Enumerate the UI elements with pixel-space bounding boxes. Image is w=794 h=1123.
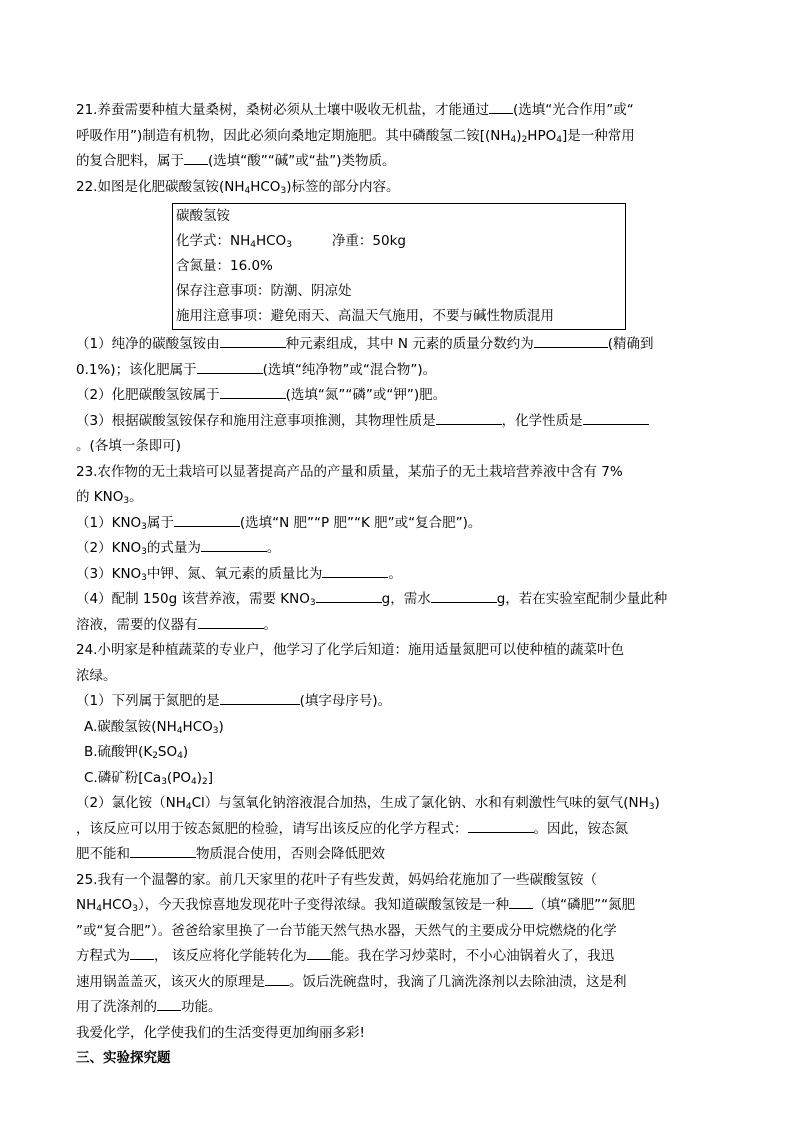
answer-blank[interactable] bbox=[583, 410, 649, 425]
answer-blank[interactable] bbox=[201, 537, 267, 552]
fertilizer-label bbox=[172, 203, 626, 330]
label-formula: 化学式：$NH_4HCO_3$ 净重：50kg bbox=[176, 233, 407, 250]
answer-blank[interactable] bbox=[534, 333, 608, 348]
label-usage: 施用注意事项：避免雨天、高温天气施用，不要与碱性物质混用 bbox=[176, 308, 554, 324]
document-body bbox=[76, 98, 721, 1072]
answer-blank[interactable] bbox=[157, 996, 181, 1011]
label-name: 碳酸氢铵 bbox=[176, 208, 230, 224]
answer-blank[interactable] bbox=[322, 563, 388, 578]
q24-part2-cont2: 肥不能和 物质混合使用，否则会降低肥效 bbox=[76, 842, 721, 868]
answer-blank[interactable] bbox=[307, 945, 331, 960]
q22-part2: （2）化肥碳酸氢铵属于 (选填“氮”“磷”或“钾”)肥。 bbox=[76, 383, 721, 409]
answer-blank[interactable] bbox=[265, 971, 289, 986]
q24-part2: （2）氯化铵$(NH_4Cl)$与氢氧化钠溶液混合加热，生成了氯化钠、水和有刺激性气味的氨气$(NH_3)$ bbox=[76, 795, 660, 812]
q23-part2: $(2)KNO_3$的式量为 。 bbox=[76, 536, 721, 562]
q22-part1-cont: 0.1%)；该化肥属于 (选填“纯净物”或“混合物”)。 bbox=[76, 358, 721, 384]
answer-blank[interactable] bbox=[436, 410, 502, 425]
q24-part2-cont: ，该反应可以用于铵态氮肥的检验，请写出该反应的化学方程式： 。因此，铵态氮 bbox=[76, 817, 721, 843]
q23-intro: 23.农作物的无土栽培可以显著提高产品的产量和质量，某茄子的无土栽培营养液中含有 7% bbox=[76, 463, 623, 480]
q25-line4: 方程式为 ， 该反应将化学能转化为 能。我在学习炒菜时，不小心油锅着火了，我迅 bbox=[76, 944, 721, 970]
q23-part4: （4）配制 150g 该营养液，需要 $KNO_3$ g，需水 g，若在实验室配制少量此种 bbox=[76, 587, 721, 613]
q24-option-b: B.硫酸钾$(K_2SO_4)$ bbox=[84, 744, 189, 761]
answer-blank[interactable] bbox=[130, 843, 196, 858]
q25-line1: 25.我有一个温馨的家。前几天家里的花叶子有些发黄，妈妈给花施加了一些碳酸氢铵（ bbox=[76, 871, 597, 888]
q25-line2: $NH_4HCO_3$），今天我惊喜地发现花叶子变得浓绿。我知道碳酸氢铵是一种 （填“磷肥”“氮肥 bbox=[76, 893, 721, 919]
q24-option-c: C.磷矿粉$[Ca_3(PO_4)_2]$ bbox=[84, 769, 213, 787]
answer-blank[interactable] bbox=[489, 99, 513, 114]
q23-intro-cont: 的 $KNO_3$。 bbox=[76, 489, 143, 506]
q22-part3: （3）根据碳酸氢铵保存和施用注意事项推测，其物理性质是 ，化学性质是 bbox=[76, 409, 721, 435]
q21-line1: 21.养蚕需要种植大量桑树，桑树必须从土壤中吸收无机盐，才能通过 (选填“光合作用”或“ bbox=[76, 98, 721, 124]
q24-part1: （1）下列属于氮肥的是 (填字母序号)。 bbox=[76, 689, 721, 715]
q23-part1: $(1)KNO_3$属于 (选填“N 肥”“P 肥”“K 肥”或“复合肥”)。 bbox=[76, 511, 721, 537]
q21-line2: 呼吸作用”)制造有机物，因此必须向桑地定期施肥。其中磷酸氢二铵$[(NH_4)_2HPO_4]$是一种常用 bbox=[76, 127, 635, 145]
q25-line5: 速用锅盖盖灭，该灭火的原理是 。饭后洗碗盘时，我滴了几滴洗涤剂以去除油渍，这是利 bbox=[76, 970, 721, 996]
q25-line3: ”或“复合肥”）。爸爸给家里换了一台节能天然气热水器，天然气的主要成分甲烷燃烧的化学 bbox=[76, 922, 617, 939]
q24-intro: 24.小明家是种植蔬菜的专业户，他学习了化学后知道：施用适量氮肥可以使种植的蔬菜叶色 bbox=[76, 642, 624, 658]
q24-option-a: A.碳酸氢铵$(NH_4HCO_3)$ bbox=[84, 718, 224, 736]
section-heading: 三、实验探究题 bbox=[76, 1050, 171, 1066]
q22-intro: 22.如图是化肥碳酸氢铵$(NH_4HCO_3)$标签的部分内容。 bbox=[76, 178, 400, 196]
q23-part4-cont: 溶液，需要的仪器有 。 bbox=[76, 613, 721, 639]
answer-blank[interactable] bbox=[220, 690, 300, 705]
answer-blank[interactable] bbox=[431, 588, 497, 603]
answer-blank[interactable] bbox=[197, 359, 263, 374]
answer-blank[interactable] bbox=[316, 588, 382, 603]
q22-part1: （1）纯净的碳酸氢铵由 种元素组成，其中 N 元素的质量分数约为 (精确到 bbox=[76, 332, 721, 358]
answer-blank[interactable] bbox=[468, 818, 534, 833]
answer-blank[interactable] bbox=[220, 384, 286, 399]
label-nitrogen: 含氮量：16.0% bbox=[176, 258, 273, 274]
q22-part3-cont: 。(各填一条即可) bbox=[76, 438, 182, 454]
answer-blank[interactable] bbox=[174, 512, 240, 527]
answer-blank[interactable] bbox=[184, 150, 208, 165]
answer-blank[interactable] bbox=[509, 894, 533, 909]
q21-line3: 的复合肥料，属于 (选填“酸”“碱”或“盐”)类物质。 bbox=[76, 149, 721, 175]
label-storage: 保存注意事项：防潮、阴凉处 bbox=[176, 283, 352, 299]
q23-part3: $(3)KNO_3$中钾、氮、氧元素的质量比为 。 bbox=[76, 562, 721, 588]
q25-line7: 我爱化学，化学使我们的生活变得更加绚丽多彩! bbox=[76, 1024, 365, 1041]
q25-line6: 用了洗涤剂的 功能。 bbox=[76, 995, 721, 1021]
answer-blank[interactable] bbox=[130, 945, 154, 960]
q24-intro-cont: 浓绿。 bbox=[76, 667, 117, 684]
answer-blank[interactable] bbox=[220, 333, 286, 348]
answer-blank[interactable] bbox=[198, 614, 264, 629]
